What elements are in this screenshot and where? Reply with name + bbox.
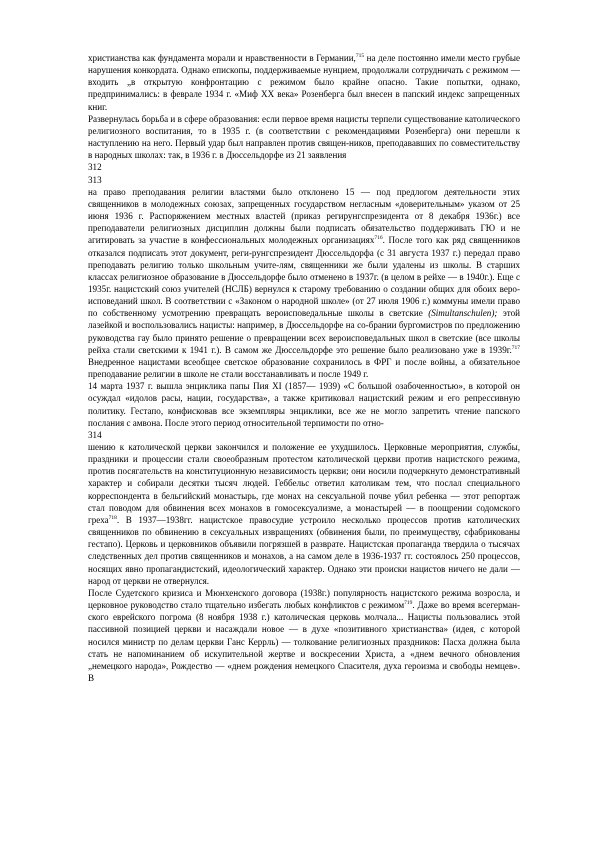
footnote-ref: 717 bbox=[511, 344, 520, 351]
page-number-text: 312 bbox=[88, 162, 102, 173]
page-number bbox=[88, 429, 520, 441]
text-run: Внедренное нацистами всеобщее светское образование сохранилось в ФРГ и после войны, а обязательное преподавание религии в школе не стали восстанавливать и после 1949 г. bbox=[88, 356, 520, 380]
text-run: шению к католической церкви закончился и положение ее ухудшилось. Церковные мероприятия, службы, праздники и процессии стали своеобразным протестом католической церкви против нацистского режима, против посягательств на конституционную независимость церкви; они носили подчеркнуто демонстративный характер и собирали десятки тысяч людей. Геббельс ответил католикам тем, что послал специального корреспондента в бельгийский монастырь, где монах на сексуальной почве убил ребенка — этот репортаж стал поводом для обвинения всех монахов в гомосексуализме, а монастырей — в поощрении содомского греха bbox=[88, 442, 520, 525]
page-number bbox=[88, 161, 520, 173]
page-number bbox=[88, 174, 520, 186]
text-run: . После того как ряд священников отказался подписать этот документ, реги-рунгспрезидент Дюссельдорфа (с 31 августа 1937 г.) передал право преподавать религию только школьным учите-лям, священники же были удалены из школы. В старших классах религиозное образование в Дюссельдорфе было отменено в 1937г. (в целом в рейхе — в 1940г.). Еще с 1935г. нацистский союз учителей (НСЛБ) вернулся к старому требованию о создании общих для обоих веро-исповеданий школ. В соответствии с «Законом о народной школе» (от 27 июля 1906 г.) коммуны имели право по собственному усмотрению превращать вероисповедальные школы в светские bbox=[88, 235, 521, 319]
footnote-ref: 719 bbox=[404, 600, 413, 606]
text-run: Развернулась борьба и в сфере образования: если первое время нацисты терпели существование католического религиозного воспитания, то в 1935 г. (в соответствии с рекомендациями Розенберга) они перешли к наступлению на него. Первый удар был направлен против священ-ников, преподававших по совместительству в народных школах: так, в 1936 г. в Дюссельдорфе из 21 заявления bbox=[88, 113, 520, 161]
footnote-ref: 716 bbox=[374, 235, 383, 242]
text-run: . Даже во время всегерман-ского еврейского погрома (8 ноября 1938 г.) католическая церковь молчала... Нацисты пользовались этой пассивной позицией церкви и насаждали новое — в духе «позитивного христианства» (идея, с которой носился министр по делам церкви Ганс Керрль) — толкование религиозных праздников: Пасха должна была стать не напоминанием об искупительной жертве и воскресении Христа, а «днем вечного обновления „немецкого народа», Рождество — «днем рождения немецкого Спасителя, духа героизма и свободы немцев». В bbox=[88, 600, 520, 683]
italic-term: (Simultanschulen); bbox=[428, 308, 498, 319]
footnote-ref: 715 bbox=[355, 52, 365, 59]
paragraph bbox=[88, 186, 520, 381]
paragraph bbox=[88, 587, 520, 684]
paragraph bbox=[88, 380, 520, 429]
page-number-text: 314 bbox=[88, 429, 102, 440]
page-number-text: 313 bbox=[88, 174, 102, 185]
paragraph bbox=[88, 441, 520, 587]
paragraph bbox=[88, 113, 520, 162]
text-run: христианства как фундамента морали и нравственности в Германии, bbox=[88, 53, 356, 63]
paragraph bbox=[88, 52, 520, 113]
text-run: После Судетского кризиса и Мюнхенского договора (1938г.) популярность нацистского режима возросла, и церковное руководство стало тщательно избегать любых конфликтов с режимом bbox=[88, 587, 520, 611]
text-run: 14 марта 1937 г. вышла энциклика папы Пия XI (1857— 1939) «С большой озабоченностью», в которой он осуждал «идолов расы, нации, государства», а также критиковал нацистский режим и его репрессивную политику. Гестапо, конфисковав все экземпляры энциклики, все же не могло запретить чтение папского послания с амвона. После этого период относительной терпимости по отно- bbox=[88, 381, 520, 428]
text-run: на деле постоянно имели место грубые нарушения конкордата. Однако епископы, поддерживаемые нунцием, продолжали сотрудничать с режимом — входить „в открытую конфронтацию с режимом было крайне опасно. Такие попытки, однако, предпринимались: в феврале 1934 г. «Миф XX века» Розенберга был внесен в папский индекс запрещенных книг. bbox=[88, 53, 520, 112]
document-page bbox=[88, 52, 520, 684]
text-run: . В 1937—1938гг. нацистское правосудие устроило несколько процессов против католических священников по обвинению в сексуальных извращениях (обвинения были, по преимуществу, сфабрикованы гестапо). Церковь и церковников объявили погрязшей в разврате. Нацистская пропаганда твердила о тысячах следственных дел против священников и монахов, а на самом деле в 1936-1937 гг. состоялось 250 процессов, носящих явно пропагандистский, идеологический характер. Однако эти происки нацистов ничего не дали — народ от церкви не отвернулся. bbox=[88, 514, 520, 586]
text-run: на право преподавания религии властями было отклонено 15 — под предлогом деятельности этих священников в молодежных союзах, запрещенных государством негласным «доверительным» указом от 25 июня 1936 г. Распоряжением местных властей (приказ регирунгспрезидента от 8 декабря 1936г.) все преподаватели религиозных дисциплин должны были подписать обязательство поддерживать ГЮ и не агитировать за участие в конфессиональных молодежных организациях bbox=[88, 186, 520, 246]
footnote-ref: 718 bbox=[108, 514, 117, 521]
text-run: этой лазейкой и воспользовались нацисты: например, в Дюссельдорфе на со-брании бургомистров по предложению руководства гау было принято решение о превращении всех вероисповедальных школ в светские (все школы рейха стали светскими к 1941 г.). В самом же Дюссельдорфе это решение было реализовано уже в 1939г. bbox=[88, 308, 520, 355]
